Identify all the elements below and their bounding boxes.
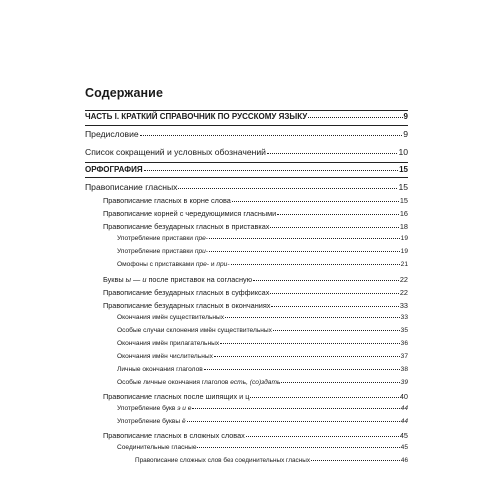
toc-entry: Особые личные окончания глаголов есть, (со)здать 39 xyxy=(117,379,408,386)
section-rule xyxy=(85,125,408,126)
leader-dots xyxy=(140,135,403,136)
toc-entry: Правописание сложных слов без соединительных гласных 46 xyxy=(135,457,408,464)
toc-entry: Окончания имён существительных 33 xyxy=(117,314,408,321)
toc-entry: Предисловие 9 xyxy=(85,129,408,139)
toc-entry: Правописание корней с чередующимися гласными 16 xyxy=(103,209,408,218)
leader-dots xyxy=(277,214,399,215)
toc-entry: Правописание безударных гласных в окончаниях 33 xyxy=(103,301,408,310)
toc-entry-orthography: ОРФОГРАФИЯ 15 xyxy=(85,165,408,174)
toc-entry: Список сокращений и условных обозначений 10 xyxy=(85,147,408,157)
toc-entry: Правописание гласных в сложных словах 45 xyxy=(103,431,408,440)
section-rule xyxy=(85,110,408,111)
toc-entry: Окончания имён числительных 37 xyxy=(117,353,408,360)
toc-entry: Правописание гласных после шипящих и ц 40 xyxy=(103,392,408,401)
leader-dots xyxy=(253,280,399,281)
leader-dots xyxy=(225,317,400,318)
leader-dots xyxy=(308,117,402,118)
toc-entry: Правописание гласных в корне слова 15 xyxy=(103,196,408,205)
toc-entry: Особые случаи склонения имён существительных 35 xyxy=(117,327,408,334)
toc-entry: Употребление буквы ё 44 xyxy=(117,418,408,425)
leader-dots xyxy=(144,170,399,171)
leader-dots xyxy=(178,188,397,189)
page-title: Содержание xyxy=(85,86,164,100)
toc-entry: Соединительные гласные 45 xyxy=(117,444,408,451)
leader-dots xyxy=(232,201,399,202)
toc-entry: Употребление приставки при- 19 xyxy=(117,248,408,255)
leader-dots xyxy=(267,153,397,154)
toc-entry: Правописание безударных гласных в суффиксах 22 xyxy=(103,288,408,297)
toc-entry: Омофоны с приставками пре- и при- 21 xyxy=(117,261,408,268)
leader-dots xyxy=(250,397,398,398)
leader-dots xyxy=(187,421,400,422)
toc-entry-part-one: ЧАСТЬ I. КРАТКИЙ СПРАВОЧНИК ПО РУССКОМУ ЯЗЫКУ 9 xyxy=(85,112,408,121)
toc-entry: Употребление букв э и е 44 xyxy=(117,405,408,412)
toc-entry: Личные окончания глаголов 38 xyxy=(117,366,408,373)
leader-dots xyxy=(270,293,399,294)
leader-dots xyxy=(281,382,399,383)
leader-dots xyxy=(231,264,400,265)
toc-entry: Употребление приставки пре- 19 xyxy=(117,235,408,242)
leader-dots xyxy=(271,306,398,307)
section-rule xyxy=(85,162,408,163)
leader-dots xyxy=(273,330,400,331)
leader-dots xyxy=(311,460,400,461)
toc-entry: Правописание гласных 15 xyxy=(85,182,408,192)
toc-entry: Буквы ы — и после приставок на согласную 22 xyxy=(103,275,408,284)
toc-entry: Окончания имён прилагательных 36 xyxy=(117,340,408,347)
leader-dots xyxy=(270,227,398,228)
section-rule xyxy=(85,177,408,178)
leader-dots xyxy=(220,343,400,344)
leader-dots xyxy=(192,408,399,409)
leader-dots xyxy=(246,436,399,437)
leader-dots xyxy=(209,251,400,252)
leader-dots xyxy=(197,447,399,448)
leader-dots xyxy=(209,238,400,239)
leader-dots xyxy=(204,369,400,370)
leader-dots xyxy=(214,356,400,357)
toc-entry: Правописание безударных гласных в приставках 18 xyxy=(103,222,408,231)
